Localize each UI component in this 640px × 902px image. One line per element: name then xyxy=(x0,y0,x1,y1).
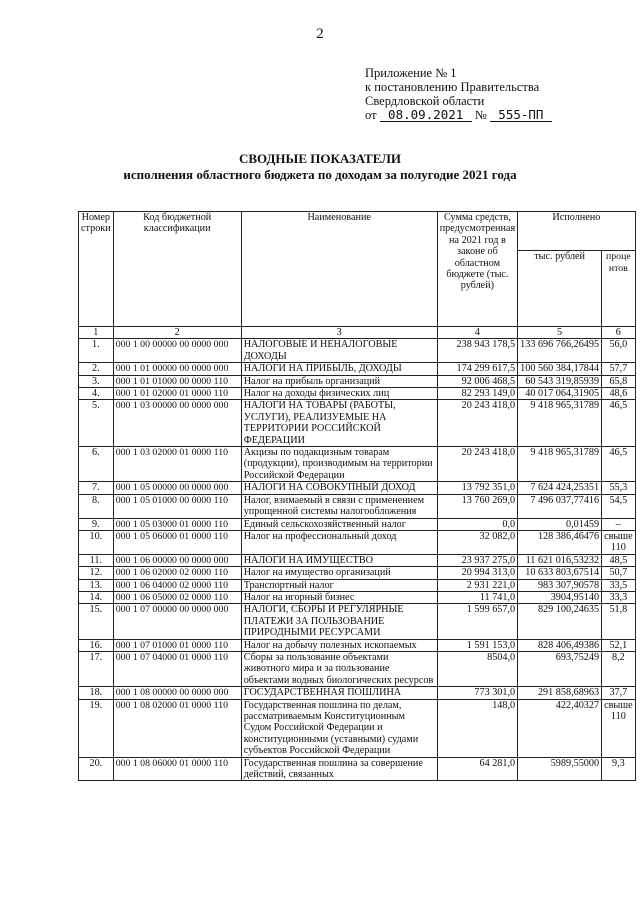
row-executed: 9 418 965,31789 xyxy=(518,400,602,447)
table-row xyxy=(79,554,636,566)
appendix-line: Свердловской области xyxy=(365,94,485,108)
row-name: Единый сельскохозяйственный налог xyxy=(241,518,437,530)
row-planned: 773 301,0 xyxy=(437,687,517,699)
row-number: 11. xyxy=(79,554,114,566)
column-index: 1 xyxy=(79,327,114,339)
row-planned: 92 006 468,5 xyxy=(437,375,517,387)
row-executed: 7 624 424,25351 xyxy=(518,482,602,494)
header-name: Наименование xyxy=(241,212,437,327)
row-planned: 1 591 153,0 xyxy=(437,639,517,651)
row-executed: 829 100,24635 xyxy=(518,604,602,639)
row-planned: 0,0 xyxy=(437,518,517,530)
row-percent: 33,3 xyxy=(602,591,636,603)
table-row xyxy=(79,482,636,494)
title-line-1: СВОДНЫЕ ПОКАЗАТЕЛИ xyxy=(238,151,402,166)
row-code: 000 1 05 01000 00 0000 110 xyxy=(113,494,241,518)
table-row xyxy=(79,530,636,554)
row-name: ГОСУДАРСТВЕННАЯ ПОШЛИНА xyxy=(241,687,437,699)
row-planned: 20 243 418,0 xyxy=(437,400,517,447)
row-executed: 10 633 803,67514 xyxy=(518,567,602,579)
row-planned: 82 293 149,0 xyxy=(437,388,517,400)
row-number: 8. xyxy=(79,494,114,518)
row-percent: 54,5 xyxy=(602,494,636,518)
table-row xyxy=(79,339,636,363)
table-row xyxy=(79,363,636,375)
table-row xyxy=(79,388,636,400)
row-planned: 20 994 313,0 xyxy=(437,567,517,579)
row-executed: 7 496 037,77416 xyxy=(518,494,602,518)
row-number: 7. xyxy=(79,482,114,494)
appendix-line: к постановлению Правительства xyxy=(365,80,540,94)
row-code: 000 1 07 01000 01 0000 110 xyxy=(113,639,241,651)
row-percent: 48,5 xyxy=(602,554,636,566)
row-code: 000 1 06 05000 02 0000 110 xyxy=(113,591,241,603)
row-name: Налог на добычу полезных ископаемых xyxy=(241,639,437,651)
row-planned: 8504,0 xyxy=(437,651,517,686)
table-header-row xyxy=(79,212,636,251)
table-row xyxy=(79,579,636,591)
row-number: 19. xyxy=(79,699,114,757)
header-executed-pct: процентов xyxy=(602,251,636,327)
row-percent: 50,7 xyxy=(602,567,636,579)
row-name: Транспортный налог xyxy=(241,579,437,591)
row-name: Налог на имущество организаций xyxy=(241,567,437,579)
row-percent: свыше 110 xyxy=(602,530,636,554)
column-index: 4 xyxy=(437,327,517,339)
row-number: 13. xyxy=(79,579,114,591)
row-code: 000 1 06 00000 00 0000 000 xyxy=(113,554,241,566)
row-code: 000 1 03 02000 01 0000 110 xyxy=(113,447,241,482)
header-code: Код бюджетной классификации xyxy=(113,212,241,327)
row-name: НАЛОГОВЫЕ И НЕНАЛОГОВЫЕ ДОХОДЫ xyxy=(241,339,437,363)
row-code: 000 1 01 01000 00 0000 110 xyxy=(113,375,241,387)
row-name: Налог, взимаемый в связи с применением упрощенной системы налогообложения xyxy=(241,494,437,518)
row-planned: 1 599 657,0 xyxy=(437,604,517,639)
row-number: 10. xyxy=(79,530,114,554)
header-row-number: Номер строки xyxy=(79,212,114,327)
row-code: 000 1 08 02000 01 0000 110 xyxy=(113,699,241,757)
row-code: 000 1 00 00000 00 0000 000 xyxy=(113,339,241,363)
row-code: 000 1 06 04000 02 0000 110 xyxy=(113,579,241,591)
row-percent: 8,2 xyxy=(602,651,636,686)
column-index: 3 xyxy=(241,327,437,339)
row-number: 3. xyxy=(79,375,114,387)
row-code: 000 1 08 06000 01 0000 110 xyxy=(113,757,241,781)
row-planned: 23 937 275,0 xyxy=(437,554,517,566)
row-percent: 33,5 xyxy=(602,579,636,591)
row-number: 1. xyxy=(79,339,114,363)
table-row xyxy=(79,375,636,387)
row-name: Сборы за пользование объектами животного мира и за пользование объектами водных биологических ресурсов xyxy=(241,651,437,686)
table-row xyxy=(79,651,636,686)
header-planned: Сумма средств, предусмотренная на 2021 год в законе об областном бюджете (тыс. рублей) xyxy=(437,212,517,327)
table-row xyxy=(79,567,636,579)
row-percent: 48,6 xyxy=(602,388,636,400)
row-percent: 56,0 xyxy=(602,339,636,363)
row-executed: 3904,95140 xyxy=(518,591,602,603)
row-planned: 13 760 269,0 xyxy=(437,494,517,518)
row-planned: 32 082,0 xyxy=(437,530,517,554)
title-line-2: исполнения областного бюджета по доходам за полугодие 2021 года xyxy=(123,167,517,182)
document-title xyxy=(0,151,640,183)
row-code: 000 1 06 02000 02 0000 110 xyxy=(113,567,241,579)
row-executed: 983 307,90578 xyxy=(518,579,602,591)
column-index: 2 xyxy=(113,327,241,339)
row-name: НАЛОГИ НА ТОВАРЫ (РАБОТЫ, УСЛУГИ), РЕАЛИЗУЕМЫЕ НА ТЕРРИТОРИИ РОССИЙСКОЙ ФЕДЕРАЦИИ xyxy=(241,400,437,447)
budget-table xyxy=(78,211,636,781)
row-planned: 64 281,0 xyxy=(437,757,517,781)
row-executed: 60 543 319,85939 xyxy=(518,375,602,387)
row-planned: 2 931 221,0 xyxy=(437,579,517,591)
row-number: 2. xyxy=(79,363,114,375)
appendix-block xyxy=(365,66,552,122)
row-percent: 57,7 xyxy=(602,363,636,375)
row-executed: 9 418 965,31789 xyxy=(518,447,602,482)
table-row xyxy=(79,639,636,651)
row-number: 5. xyxy=(79,400,114,447)
row-percent: 51,8 xyxy=(602,604,636,639)
row-number: 15. xyxy=(79,604,114,639)
header-executed: Исполнено xyxy=(518,212,636,251)
table-row xyxy=(79,604,636,639)
table-row xyxy=(79,494,636,518)
row-number: 16. xyxy=(79,639,114,651)
resolution-date: 08.09.2021 xyxy=(380,108,472,122)
row-planned: 148,0 xyxy=(437,699,517,757)
row-percent: 37,7 xyxy=(602,687,636,699)
row-percent: 55,3 xyxy=(602,482,636,494)
row-name: НАЛОГИ НА СОВОКУПНЫЙ ДОХОД xyxy=(241,482,437,494)
row-planned: 11 741,0 xyxy=(437,591,517,603)
row-percent: 9,3 xyxy=(602,757,636,781)
table-body xyxy=(79,339,636,781)
row-number: 9. xyxy=(79,518,114,530)
page-number: 2 xyxy=(316,26,324,42)
row-executed: 0,01459 xyxy=(518,518,602,530)
row-executed: 128 386,46476 xyxy=(518,530,602,554)
row-name: Государственная пошлина за совершение действий, связанных xyxy=(241,757,437,781)
row-percent: 46,5 xyxy=(602,400,636,447)
table-row xyxy=(79,757,636,781)
date-prefix: от xyxy=(365,108,377,122)
table-row xyxy=(79,447,636,482)
row-name: НАЛОГИ, СБОРЫ И РЕГУЛЯРНЫЕ ПЛАТЕЖИ ЗА ПОЛЬЗОВАНИЕ ПРИРОДНЫМИ РЕСУРСАМИ xyxy=(241,604,437,639)
row-name: Налог на игорный бизнес xyxy=(241,591,437,603)
table-row xyxy=(79,591,636,603)
row-executed: 422,40327 xyxy=(518,699,602,757)
row-executed: 291 858,68963 xyxy=(518,687,602,699)
row-planned: 238 943 178,5 xyxy=(437,339,517,363)
row-planned: 13 792 351,0 xyxy=(437,482,517,494)
row-executed: 133 696 766,26495 xyxy=(518,339,602,363)
row-code: 000 1 01 02000 01 0000 110 xyxy=(113,388,241,400)
row-executed: 693,75249 xyxy=(518,651,602,686)
row-code: 000 1 05 03000 01 0000 110 xyxy=(113,518,241,530)
row-planned: 174 299 617,5 xyxy=(437,363,517,375)
row-name: Налог на прибыль организаций xyxy=(241,375,437,387)
row-percent: свыше 110 xyxy=(602,699,636,757)
row-executed: 828 406,49386 xyxy=(518,639,602,651)
row-code: 000 1 05 00000 00 0000 000 xyxy=(113,482,241,494)
number-prefix: № xyxy=(474,108,487,122)
row-percent: 65,8 xyxy=(602,375,636,387)
row-percent: 52,1 xyxy=(602,639,636,651)
row-percent: 46,5 xyxy=(602,447,636,482)
row-number: 14. xyxy=(79,591,114,603)
row-executed: 11 621 016,53232 xyxy=(518,554,602,566)
row-code: 000 1 05 06000 01 0000 110 xyxy=(113,530,241,554)
row-code: 000 1 08 00000 00 0000 000 xyxy=(113,687,241,699)
header-executed-rub: тыс. рублей xyxy=(518,251,602,327)
row-name: НАЛОГИ НА ИМУЩЕСТВО xyxy=(241,554,437,566)
row-code: 000 1 01 00000 00 0000 000 xyxy=(113,363,241,375)
column-index: 6 xyxy=(602,327,636,339)
row-number: 17. xyxy=(79,651,114,686)
column-index: 5 xyxy=(518,327,602,339)
table-row xyxy=(79,518,636,530)
row-code: 000 1 07 00000 00 0000 000 xyxy=(113,604,241,639)
row-number: 6. xyxy=(79,447,114,482)
table-row xyxy=(79,687,636,699)
resolution-signature-row xyxy=(365,108,552,122)
appendix-line: Приложение № 1 xyxy=(365,66,457,80)
column-index-row xyxy=(79,327,636,339)
row-number: 20. xyxy=(79,757,114,781)
row-name: Государственная пошлина по делам, рассматриваемым Конституционным Судом Российской Федерации и конституционными (уставными) судами субъектов Российской Федерации xyxy=(241,699,437,757)
row-executed: 100 560 384,17844 xyxy=(518,363,602,375)
table-row xyxy=(79,699,636,757)
row-name: Акцизы по подакцизным товарам (продукции), производимым на территории Российской Федерации xyxy=(241,447,437,482)
row-number: 18. xyxy=(79,687,114,699)
row-planned: 20 243 418,0 xyxy=(437,447,517,482)
row-code: 000 1 03 00000 00 0000 000 xyxy=(113,400,241,447)
row-name: Налог на доходы физических лиц xyxy=(241,388,437,400)
row-executed: 5989,55000 xyxy=(518,757,602,781)
row-number: 4. xyxy=(79,388,114,400)
row-percent: – xyxy=(602,518,636,530)
row-executed: 40 017 064,31905 xyxy=(518,388,602,400)
resolution-number: 555-ПП xyxy=(490,108,552,122)
row-number: 12. xyxy=(79,567,114,579)
row-name: НАЛОГИ НА ПРИБЫЛЬ, ДОХОДЫ xyxy=(241,363,437,375)
table-row xyxy=(79,400,636,447)
row-code: 000 1 07 04000 01 0000 110 xyxy=(113,651,241,686)
row-name: Налог на профессиональный доход xyxy=(241,530,437,554)
